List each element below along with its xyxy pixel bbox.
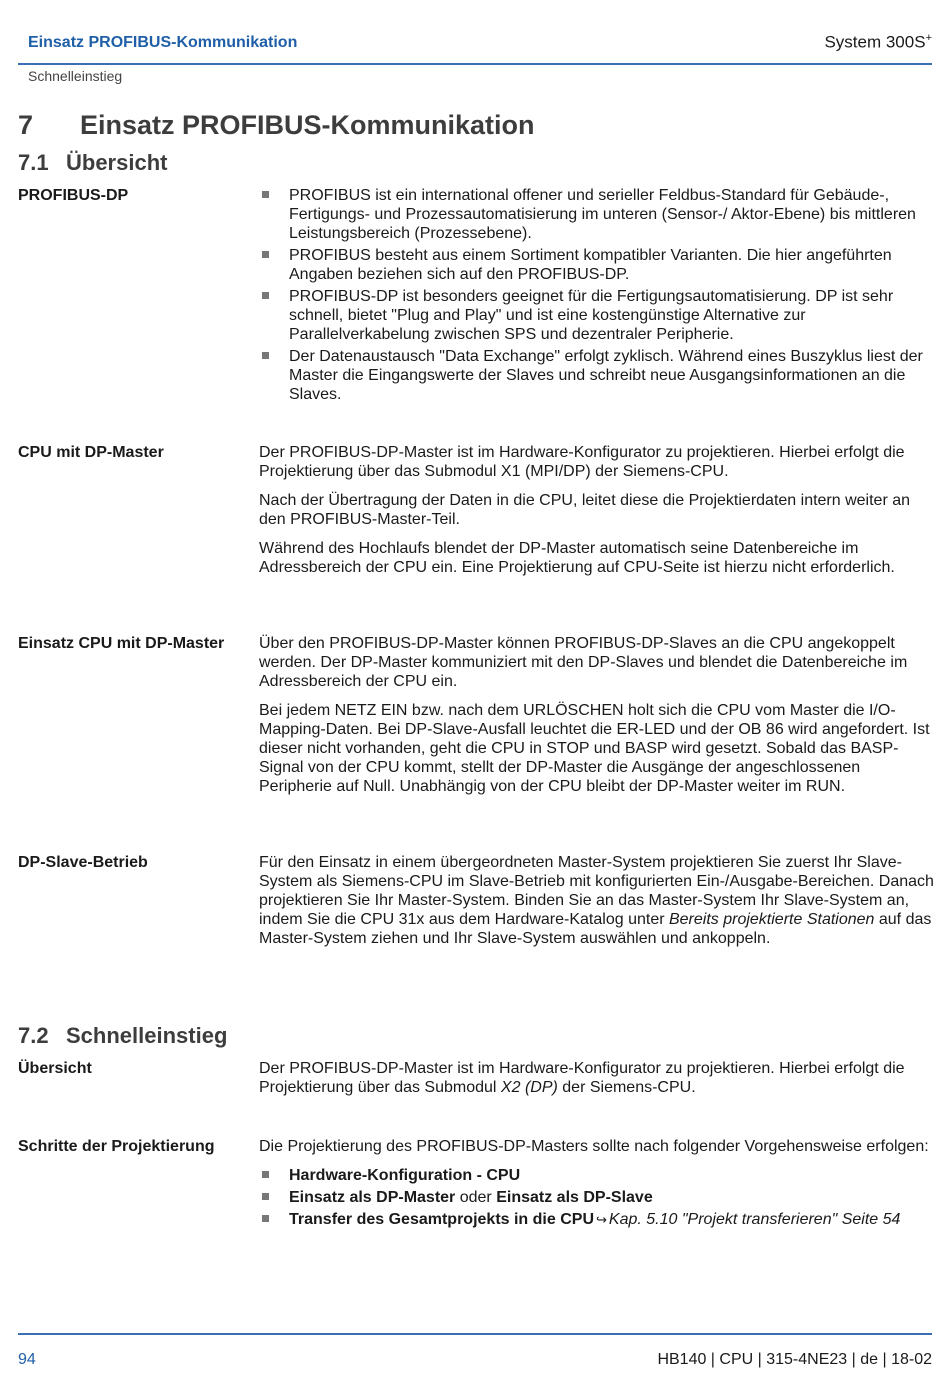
chapter-number: 7 (18, 110, 34, 140)
list-item (260, 1166, 934, 1185)
list-item (260, 1210, 934, 1229)
running-header-chapter: Einsatz PROFIBUS-Kommunikation (28, 34, 298, 51)
product-superscript: + (925, 32, 932, 44)
dp-slave-text (259, 853, 934, 958)
ui-path-reference: Bereits projektierte Stationen (668, 911, 875, 928)
section-heading-7-1 (18, 150, 167, 176)
paragraph: Der PROFIBUS-DP-Master ist im Hardware-Konfigurator zu projektieren. Hierbei erfolgt die Projektierung über das Submodul X1 (MPI/DP) der Siemens-CPU. (259, 444, 905, 480)
square-bullet-icon (262, 352, 269, 359)
step-label: Transfer des Gesamtprojekts in die CPU (289, 1211, 594, 1228)
section-heading-7-2 (18, 1023, 227, 1049)
einsatz-cpu-text (259, 634, 934, 806)
profibus-dp-list (260, 186, 935, 407)
margin-label-uebersicht: Übersicht (18, 1060, 92, 1077)
section-title: Schnelleinstieg (66, 1023, 228, 1048)
list-item: PROFIBUS-DP ist besonders geeignet für die Fertigungsautomatisierung. DP ist sehr schnell, bietet "Plug and Play" und ist eine kostengünstige Alternative zur Parallelverkabelung zwischen SPS und dezentraler Peripherie. (260, 287, 935, 344)
margin-label-cpu-dp-master: CPU mit DP-Master (18, 444, 164, 461)
list-item: PROFIBUS besteht aus einem Sortiment kompatibler Varianten. Die hier angeführten Angaben beziehen sich auf den PROFIBUS-DP. (260, 246, 935, 284)
page-number: 94 (18, 1351, 36, 1368)
schritte-text (259, 1137, 934, 1232)
step-label: Einsatz als DP-Master (289, 1189, 456, 1206)
reference-arrow-icon: ↪ (596, 1212, 607, 1227)
cross-reference-link[interactable]: Kap. 5.10 "Projekt transferieren" Seite 54 (608, 1211, 901, 1228)
submodule-reference: X2 (DP) (500, 1079, 558, 1096)
paragraph: Der PROFIBUS-DP-Master ist im Hardware-Konfigurator zu projektieren. Hierbei erfolgt die Projektierung über das Submodul X2 (DP) der Siemens-CPU. (259, 1060, 905, 1096)
paragraph: Während des Hochlaufs blendet der DP-Master automatisch seine Datenbereiche im Adressbereich der CPU ein. Eine Projektierung auf CPU-Seite ist hierzu nicht erforderlich. (259, 540, 895, 576)
list-item: Einsatz als DP-Master oder Einsatz als DP-Slave (260, 1188, 934, 1207)
chapter-title: Einsatz PROFIBUS-Kommunikation (80, 110, 535, 140)
paragraph: Die Projektierung des PROFIBUS-DP-Masters sollte nach folgender Vorgehensweise erfolgen: (259, 1138, 929, 1155)
paragraph: Für den Einsatz in einem übergeordneten Master-System projektieren Sie zuerst Ihr Slave-System als Siemens-CPU im Slave-Betrieb mit konfigurierten Ein-/Ausgabe-Bereichen. Danach projektieren Sie Ihr Master-System. Binden Sie an das Master-System Ihr Slave-System an, indem Sie die CPU 31x aus dem Hardware-Katalog unter Bereits projektierte Stationen auf das Master-System ziehen und Ihr Slave-System auswählen und ankoppeln. (259, 854, 934, 947)
margin-label-dp-slave: DP-Slave-Betrieb (18, 854, 148, 871)
step-label: Hardware-Konfiguration - CPU (289, 1167, 521, 1184)
square-bullet-icon (262, 292, 269, 299)
running-header-section: Schnelleinstieg (28, 68, 123, 84)
square-bullet-icon (262, 1215, 269, 1222)
section-number: 7.2 (18, 1023, 49, 1048)
margin-label-einsatz-cpu: Einsatz CPU mit DP-Master (18, 635, 225, 652)
section-title: Übersicht (66, 150, 168, 175)
paragraph: Über den PROFIBUS-DP-Master können PROFIBUS-DP-Slaves an die CPU angekoppelt werden. Der DP-Master kommuniziert mit den DP-Slaves und blendet die Datenbereiche im Adressbereich der CPU ein. (259, 635, 908, 690)
paragraph: Nach der Übertragung der Daten in die CPU, leitet diese die Projektierdaten intern weiter an den PROFIBUS-Master-Teil. (259, 492, 911, 528)
product-name: System 300S (824, 32, 926, 52)
footer-rule (18, 1333, 932, 1335)
list-item: PROFIBUS ist ein international offener und serieller Feldbus-Standard für Gebäude-, Fertigungs- und Prozessautomatisierung im unteren (Sensor-/ Aktor-Ebene) bis mittleren Leistungsbereich (Prozessebene). (260, 186, 935, 243)
document-id: HB140 | CPU | 315-4NE23 | de | 18-02 (657, 1351, 932, 1368)
running-header-product (824, 32, 932, 53)
square-bullet-icon (262, 251, 269, 258)
section-number: 7.1 (18, 150, 49, 175)
margin-label-profibus-dp: PROFIBUS-DP (18, 187, 129, 204)
step-label: Einsatz als DP-Slave (496, 1189, 653, 1206)
square-bullet-icon (262, 1171, 269, 1178)
header-rule (18, 63, 932, 65)
uebersicht-text (259, 1059, 934, 1107)
paragraph: Bei jedem NETZ EIN bzw. nach dem URLÖSCHEN holt sich die CPU vom Master die I/O-Mapping-Daten. Bei DP-Slave-Ausfall leuchtet die ER-LED und der OB 86 wird angefordert. Ist dieser nicht vorhanden, geht die CPU in STOP und BASP wird gesetzt. Sobald das BASP-Signal von der CPU kommt, stellt der DP-Master die Ausgänge der angeschlossenen Peripherie auf Null. Unabhängig von der CPU bleibt der DP-Master weiter im RUN. (259, 702, 930, 795)
square-bullet-icon (262, 1193, 269, 1200)
chapter-heading (18, 110, 535, 141)
margin-label-schritte: Schritte der Projektierung (18, 1138, 215, 1155)
list-item: Der Datenaustausch "Data Exchange" erfolgt zyklisch. Während eines Buszyklus liest der Master die Eingangswerte der Slaves und schreibt neue Ausgangsinformationen an die Slaves. (260, 347, 935, 404)
cpu-dp-master-text (259, 443, 934, 587)
square-bullet-icon (262, 191, 269, 198)
